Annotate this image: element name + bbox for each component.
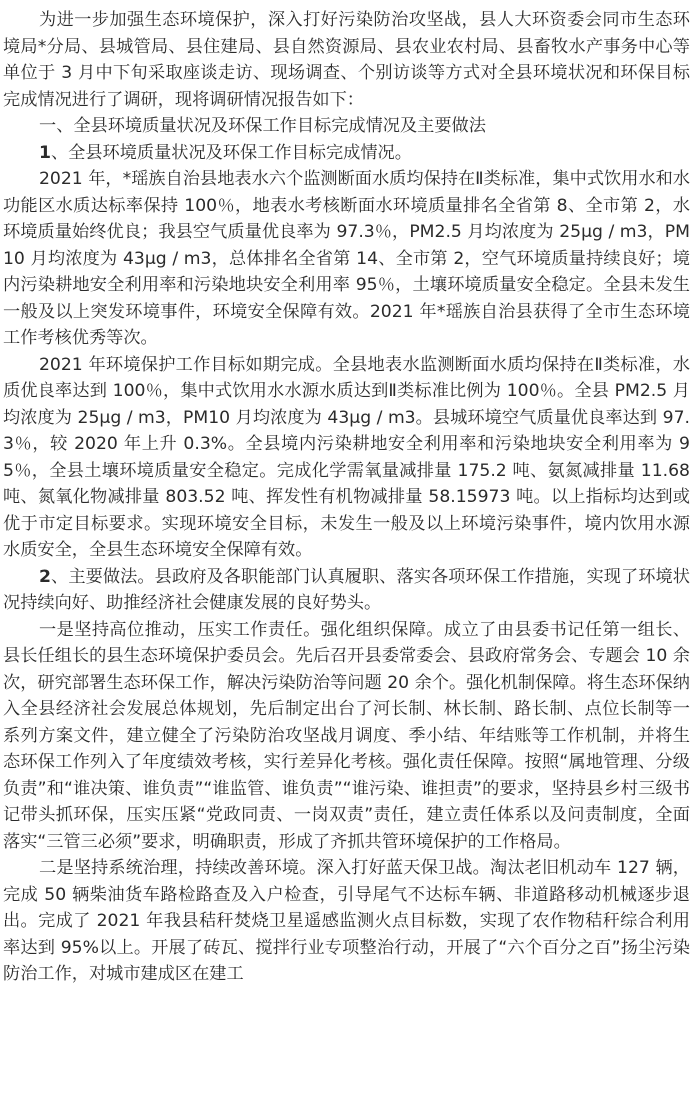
section-heading: 一、全县环境质量状况及环保工作目标完成情况及主要做法 xyxy=(39,116,486,136)
subsection-title: 、全县环境质量状况及环保工作目标完成情况。 xyxy=(50,142,412,163)
subsection-heading-1 xyxy=(0,140,693,167)
paragraph-intro: 为进一步加强生态环境保护，深入打好污染防治攻坚战，县人大环资委会同市生态环境局*分局、县城管局、县住建局、县自然资源局、县农业农村局、县畜牧水产事务中心等单位于 3 月中下旬采取座谈走访、现场调查、个别访谈等方式对全县环境状况和环保目标完成情况进行了调研，现将调研情况报告如下： xyxy=(3,10,690,110)
subsection-number: 1 xyxy=(39,142,51,163)
subsection-number: 2 xyxy=(39,566,51,587)
paragraph-measure-two: 二是坚持系统治理，持续改善环境。深入打好蓝天保卫战。淘汰老旧机动车 127 辆，完成 50 辆柴油货车路检路查及入户检查，引导尾气不达标车辆、非道路移动机械逐步退出。完成了 2021 年我县秸秆焚烧卫星遥感监测火点目标数，实现了农作物秸秆综合利用率达到 95%以上。开展了砖瓦、搅拌行业专项整治行动，开展了“六个百分之百”扬尘污染防治工作，对城市建成区在建工 xyxy=(3,858,690,984)
paragraph-targets-completed: 2021 年环境保护工作目标如期完成。全县地表水监测断面水质均保持在Ⅱ类标准，水质优良率达到 100％，集中式饮用水水源水质达到Ⅱ类标准比例为 100％。全县 PM2.5 月均浓度为 25μg / m3，PM10 月均浓度为 43μg / m3。县城环境空气质量优良率达到 97.3％，较 2020 年上升 0.3%。全县境内污染耕地安全利用率和污染地块安全利用率为 95％，全县土壤环境质量安全稳定。完成化学需氧量减排量 175.2 吨、氨氮减排量 11.68 吨、氮氧化物减排量 803.52 吨、挥发性有机物减排量 58.15973 吨。以上指标均达到或优于市定目标要求。实现环境安全目标，未发生一般及以上环境污染事件，境内饮用水源水质安全，全县生态环境安全保障有效。 xyxy=(3,354,690,560)
paragraph-measure-one: 一是坚持高位推动，压实工作责任。强化组织保障。成立了由县委书记任第一组长、县长任组长的县生态环境保护委员会。先后召开县委常委会、县政府常务会、专题会 10 余次，研究部署生态环保工作，解决污染防治等问题 20 余个。强化机制保障。将生态环保纳入全县经济社会发展总体规划，先后制定出台了河长制、林长制、路长制、点位长制等一系列方案文件，建立健全了污染防治攻坚战月调度、季小结、年结账等工作机制，并将生态环保工作列入了年度绩效考核，实行差异化考核。强化责任保障。按照“属地管理、分级负责”和“谁决策、谁负责”“谁监管、谁负责”“谁污染、谁担责”的要求，坚持县乡村三级书记带头抓环保，压实压紧“党政同责、一岗双责”责任，建立责任体系以及问责制度，全面落实“三管三必须”要求，明确职责，形成了齐抓共管环境保护的工作格局。 xyxy=(3,619,690,852)
subsection-body: 、主要做法。县政府及各职能部门认真履职、落实各项环保工作措施，实现了环境状况持续向好、助推经济社会健康发展的良好势头。 xyxy=(3,566,690,613)
paragraph-environment-quality: 2021 年，*瑶族自治县地表水六个监测断面水质均保持在Ⅱ类标准，集中式饮用水和水功能区水质达标率保持 100％，地表水考核断面水环境质量排名全省第 8、全市第 2，水环境质量始终优良；我县空气质量优良率为 97.3％，PM2.5 月均浓度为 25μg / m3，PM10 月均浓度为 43μg / m3，总体排名全省第 14、全市第 2，空气环境质量持续良好；境内污染耕地安全利用率和污染地块安全利用率 95％，土壤环境质量安全稳定。全县未发生一般及以上突发环境事件，环境安全保障有效。2021 年*瑶族自治县获得了全市生态环境工作考核优秀等次。 xyxy=(3,169,690,348)
subsection-heading-2 xyxy=(0,564,693,617)
